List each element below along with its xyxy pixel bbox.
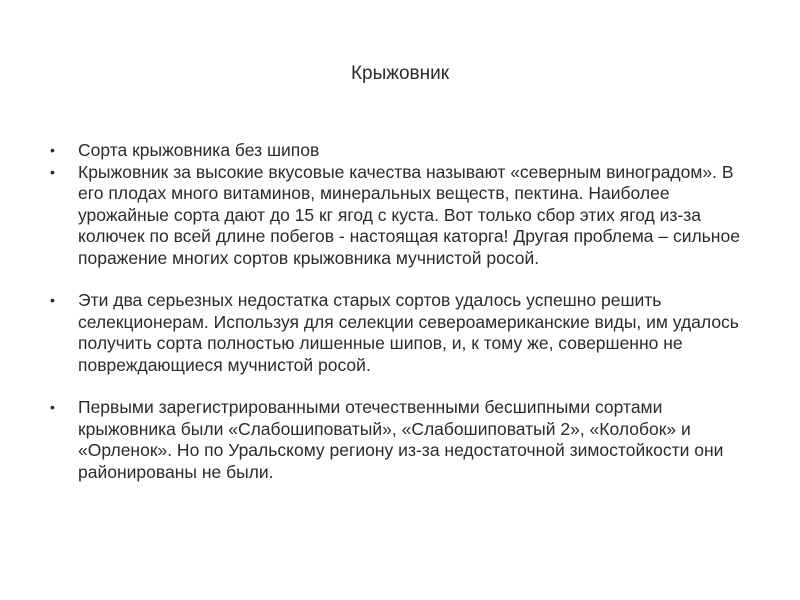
bullet-dot-icon: • <box>50 142 55 158</box>
bullet-dot-icon: • <box>50 163 55 180</box>
bullet-text: Первыми зарегистрированными отечественными бесшипными сортами крыжовника были «Слабошиповатый», «Слабошиповатый 2», «Колобок» и «Орленок». Но по Уральскому региону из-за недостаточной зимостойкости они районированы не были. <box>78 397 724 482</box>
slide-title: Крыжовник <box>350 63 450 84</box>
bullet-text: Крыжовник за высокие вкусовые качества называют «северным виноградом». В его плодах много витаминов, минеральных веществ, пектина. Наиболее урожайные сорта дают до 15 кг ягод с куста. Вот только сбор этих ягод из-за колючек по всей длине побегов - настоящая каторга! Другая проблема – сильное поражение многих сортов крыжовника мучнистой росой. <box>78 161 740 268</box>
bullet-item <box>50 397 755 483</box>
bullet-text: Эти два серьезных недостатка старых сортов удалось успешно решить селекционерам. Используя для селекции североамериканские виды, им удалось получить сорта полностью лишенные шипов, и, к тому же, совершенно не повреждающиеся мучнистой росой. <box>78 290 739 375</box>
bullet-list <box>50 140 755 483</box>
bullet-item <box>50 140 755 162</box>
bullet-text: Сорта крыжовника без шипов <box>78 140 320 160</box>
bullet-item <box>50 290 755 376</box>
bullet-item <box>50 162 755 270</box>
bullet-dot-icon: • <box>50 399 55 415</box>
bullet-dot-icon: • <box>50 292 55 308</box>
